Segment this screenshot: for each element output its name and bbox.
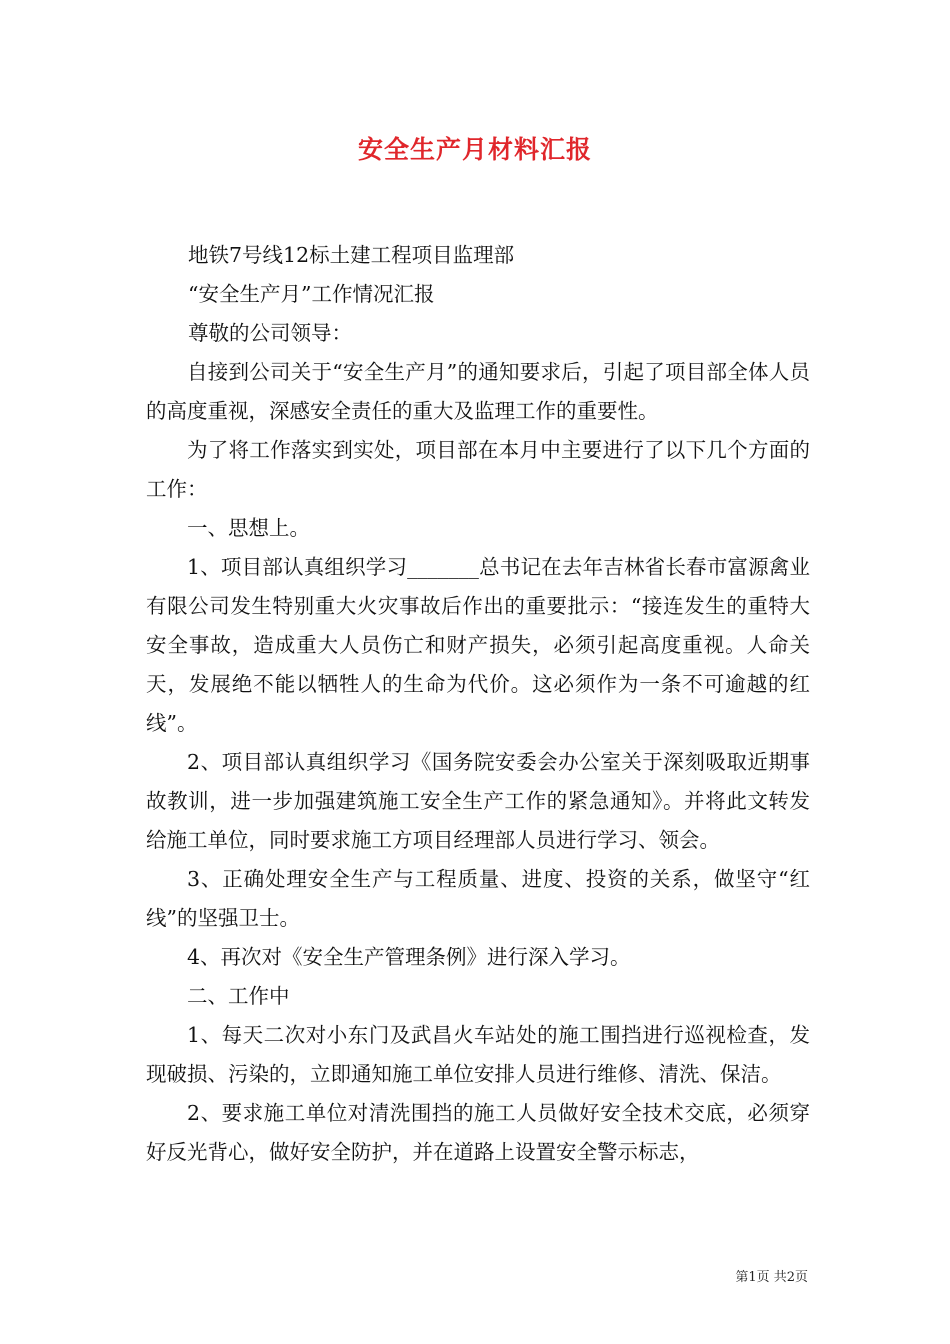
paragraph: 2、项目部认真组织学习《国务院安委会办公室关于深刻吸取近期事故教训，进一步加强建筑施工安全生产工作的紧急通知》。并将此文转发给施工单位，同时要求施工方项目经理部人员进行学习、领会。: [146, 750, 810, 852]
paragraph: 一、思想上。: [187, 516, 310, 540]
paragraph: 自接到公司关于“安全生产月”的通知要求后，引起了项目部全体人员的高度重视，深感安全责任的重大及监理工作的重要性。: [146, 360, 810, 423]
paragraph: 4、再次对《安全生产管理条例》进行深入学习。: [187, 945, 631, 969]
paragraph: 1、每天二次对小东门及武昌火车站处的施工围挡进行巡视检查，发现破损、污染的，立即通知施工单位安排人员进行维修、清洗、保洁。: [146, 1023, 810, 1086]
page-number: 第1页 共2页: [735, 1270, 808, 1285]
paragraph: 为了将工作落实到实处，项目部在本月中主要进行了以下几个方面的工作：: [146, 438, 810, 501]
document-title: 安全生产月材料汇报: [357, 135, 592, 164]
paragraph: 尊敬的公司领导：: [188, 321, 352, 345]
paragraph: 3、正确处理安全生产与工程质量、进度、投资的关系，做坚守“红线”的坚强卫士。: [146, 867, 810, 930]
paragraph: 1、项目部认真组织学习_______总书记在去年吉林省长春市富源禽业有限公司发生特别重大火灾事故后作出的重要批示：“接连发生的重特大安全事故，造成重大人员伤亡和财产损失，必须引起高度重视。人命关天，发展绝不能以牺牲人的生命为代价。这必须作为一条不可逾越的红线”。: [146, 555, 810, 735]
paragraph: 2、要求施工单位对清洗围挡的施工人员做好安全技术交底，必须穿好反光背心，做好安全防护，并在道路上设置安全警示标志，: [146, 1101, 810, 1164]
document-body: [146, 236, 810, 1172]
paragraph: “安全生产月”工作情况汇报: [188, 282, 435, 306]
paragraph: 地铁7号线12标土建工程项目监理部: [188, 243, 515, 267]
paragraph: 二、工作中: [187, 984, 290, 1008]
